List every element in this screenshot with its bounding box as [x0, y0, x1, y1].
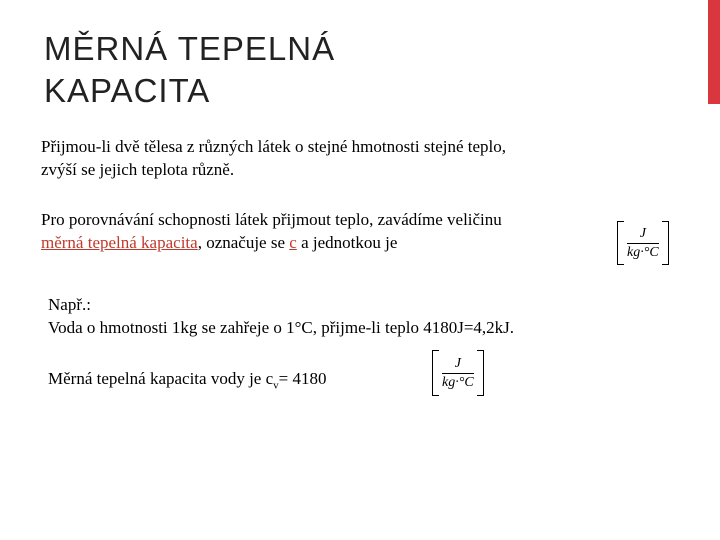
example-line-1: Voda o hmotnosti 1kg se zahřeje o 1°C, přijme-li teplo 4180J=4,2kJ.: [48, 318, 515, 337]
accent-bar: [708, 0, 720, 104]
fraction-line: [627, 243, 659, 244]
example-value: = 4180: [278, 369, 327, 388]
left-bracket: [617, 221, 624, 265]
example-heading: Např.:: [48, 295, 91, 314]
definition-paragraph: [41, 208, 502, 254]
definition-line-2: [41, 231, 502, 254]
unit-fraction-1: [617, 221, 669, 265]
definition-mid: , označuje se: [197, 233, 290, 252]
unit-numerator: J: [454, 355, 461, 371]
subscript-v: v: [273, 379, 279, 392]
title-line-1: MĚRNÁ TEPELNÁ: [44, 30, 336, 67]
intro-paragraph: [41, 135, 506, 181]
term-link[interactable]: měrná tepelná kapacita: [41, 233, 198, 252]
right-edge-bar: [708, 0, 720, 540]
unit-fraction-2: [432, 350, 484, 396]
definition-end: a jednotkou je: [296, 233, 398, 252]
example-text: Měrná tepelná kapacita vody je c: [48, 369, 274, 388]
symbol-link[interactable]: c: [289, 233, 297, 252]
unit-denominator: kg·°C: [442, 374, 474, 390]
left-bracket: [432, 350, 439, 396]
right-bracket: [477, 350, 484, 396]
example-line-2: [48, 367, 327, 397]
intro-line-1: Přijmou-li dvě tělesa z různých látek o stejné hmotnosti stejné teplo,: [41, 137, 507, 156]
unit-numerator: J: [639, 225, 646, 241]
title-line-2: KAPACITA: [44, 72, 211, 109]
intro-line-2: zvýší se jejich teplota různě.: [41, 160, 235, 179]
right-bracket: [662, 221, 669, 265]
unit-denominator: kg·°C: [627, 244, 659, 260]
fraction-line: [442, 373, 474, 374]
definition-line-1: Pro porovnávání schopnosti látek přijmout teplo, zavádíme veličinu: [41, 210, 502, 229]
slide-title: [44, 28, 335, 112]
